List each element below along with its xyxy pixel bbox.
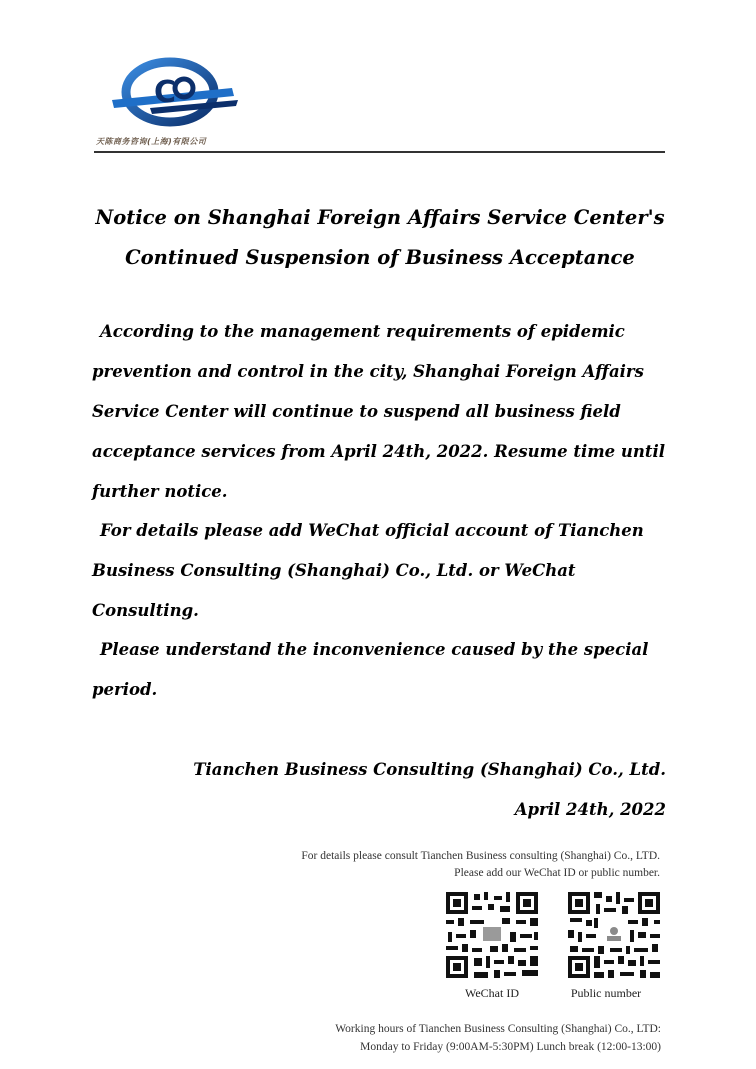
wechat-id-label: WeChat ID: [464, 986, 520, 1000]
svg-text:C: C: [154, 75, 177, 110]
logo-caption: 天陈商务咨询(上海)有限公司: [96, 137, 207, 146]
signature-company: Tianchen Business Consulting (Shanghai) Co., Ltd.: [193, 760, 666, 779]
notice-title: [60, 198, 700, 278]
paragraph-details: For details please add WeChat official account of Tianchen Business Consulting (Shanghai) Co., Ltd. or WeChat Consulting.: [92, 521, 644, 620]
signature-date: April 24th, 2022: [514, 800, 666, 819]
hours-line-2: Monday to Friday (9:00AM-5:30PM) Lunch break (12:00-13:00): [360, 1041, 661, 1053]
title-line-1: Notice on Shanghai Foreign Affairs Service Center's: [95, 206, 665, 229]
hours-line-1: Working hours of Tianchen Business Consulting (Shanghai) Co., LTD:: [335, 1023, 661, 1035]
company-logo: [96, 56, 256, 148]
paragraph-apology: Please understand the inconvenience caused by the special period.: [92, 640, 649, 699]
contact-line-2: Please add our WeChat ID or public number.: [454, 867, 660, 879]
contact-line-1: For details please consult Tianchen Business consulting (Shanghai) Co., LTD.: [301, 850, 660, 862]
qr-code-icon: [566, 890, 662, 980]
company-logo-icon: [110, 56, 240, 136]
wechat-id-qr-code[interactable]: [444, 890, 540, 980]
paragraph-suspension: According to the management requirements of epidemic prevention and control in the city, Shanghai Foreign Affairs Service Center will continue to suspend all business field acceptance services from April 24th, 2022. Resume time until further notice.: [92, 322, 666, 501]
signature-block: [193, 750, 666, 830]
contact-info: [301, 848, 660, 882]
title-line-2: Continued Suspension of Business Acceptance: [125, 246, 635, 269]
public-number-label: Public number: [570, 986, 642, 1000]
header-divider: [94, 151, 665, 153]
working-hours: [335, 1020, 661, 1056]
qr-code-icon: [444, 890, 540, 980]
public-number-qr-code[interactable]: [566, 890, 662, 980]
